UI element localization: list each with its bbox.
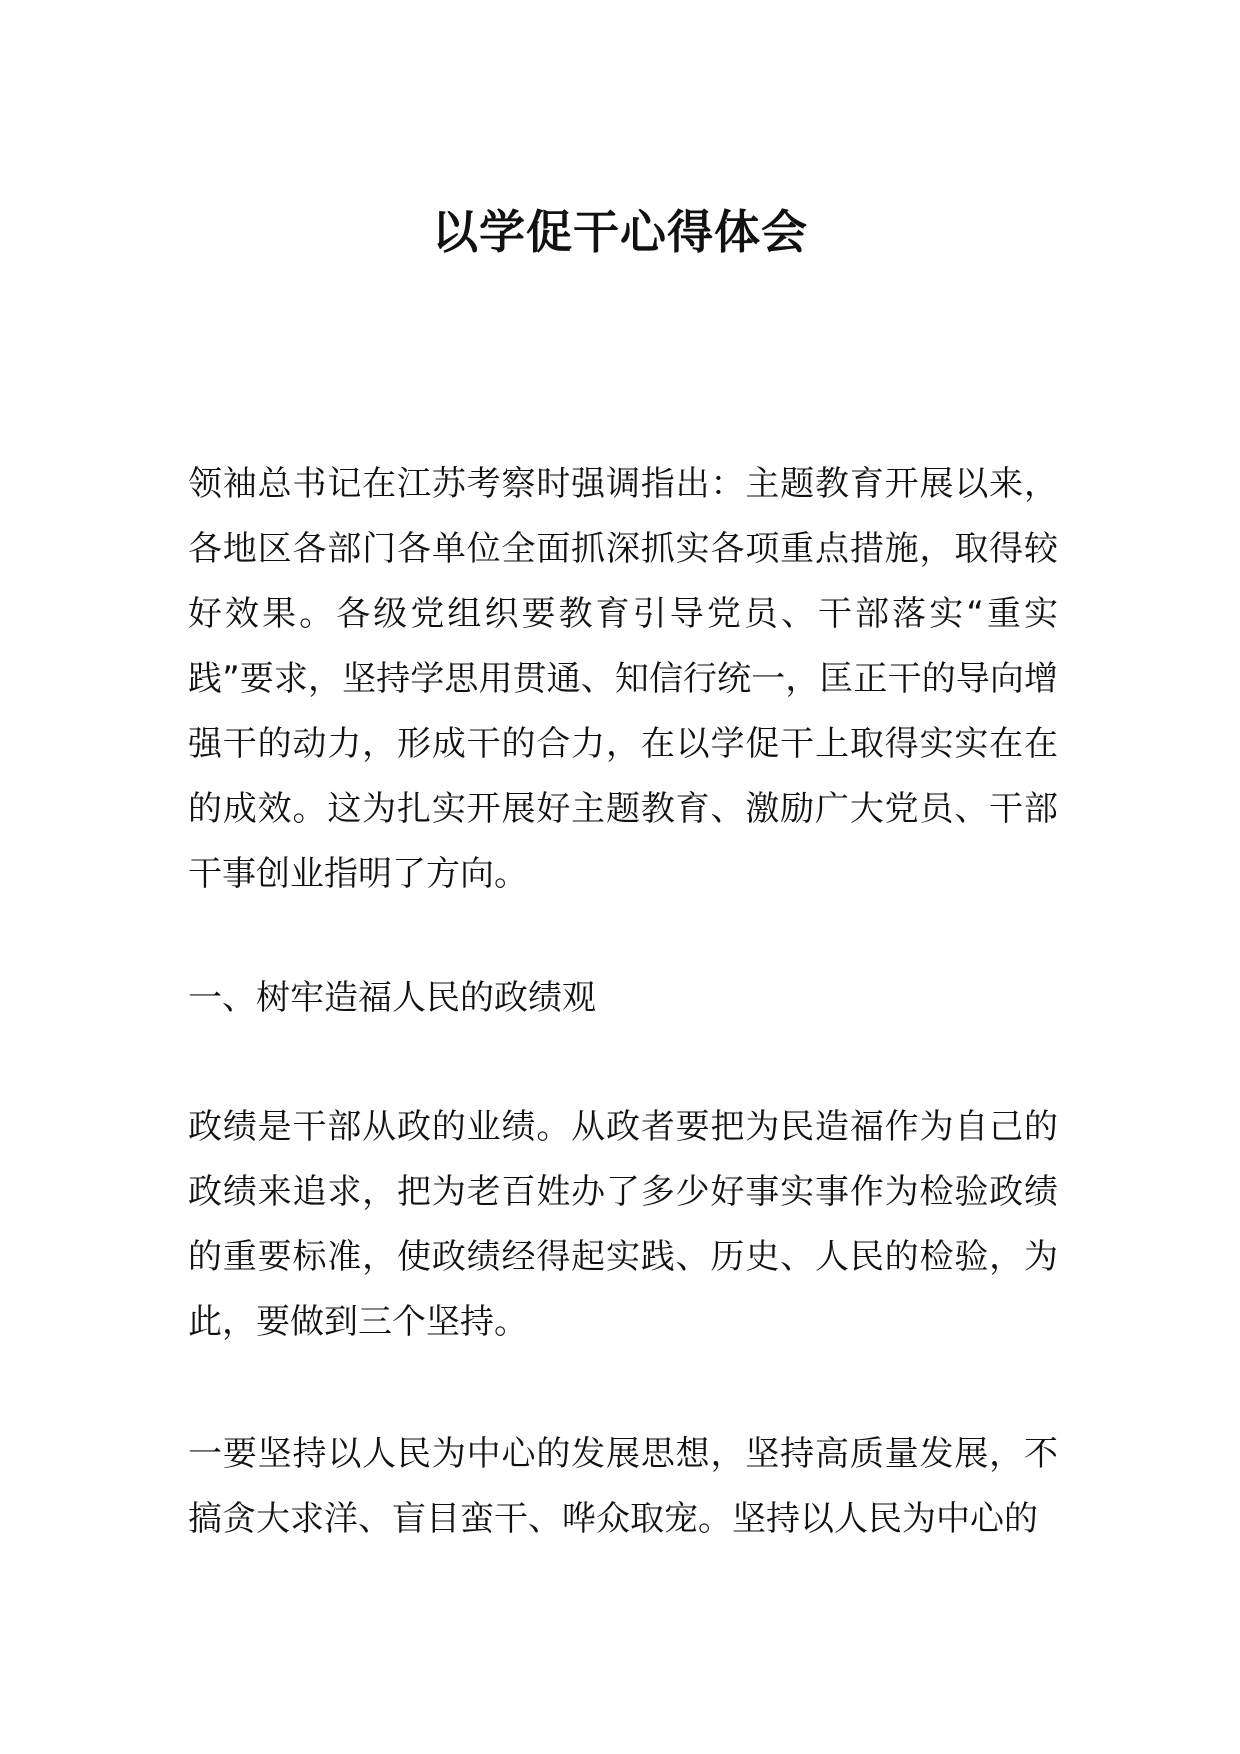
document-title: 以学促干心得体会 — [432, 205, 808, 259]
section-heading: 一、树牢造福人民的政绩观 — [188, 978, 596, 1018]
body-paragraph: 政绩是干部从政的业绩。从政者要把为民造福作为自己的政绩来追求，把为老百姓办了多少好事实事作为检验政绩的重要标准，使政绩经得起实践、历史、人民的检验，为此，要做到三个坚持。 — [188, 1107, 1058, 1342]
intro-paragraph: 领袖总书记在江苏考察时强调指出：主题教育开展以来，各地区各部门各单位全面抓深抓实各项重点措施，取得较好效果。各级党组织要教育引导党员、干部落实“重实践”要求，坚持学思用贯通、知信行统一，匡正干的导向增强干的动力，形成干的合力，在以学促干上取得实实在在的成效。这为扎实开展好主题教育、激励广大党员、干部干事创业指明了方向。 — [188, 464, 1058, 894]
body-paragraph: 一要坚持以人民为中心的发展思想，坚持高质量发展，不搞贪大求洋、盲目蛮干、哗众取宠。坚持以人民为中心的 — [188, 1434, 1058, 1539]
